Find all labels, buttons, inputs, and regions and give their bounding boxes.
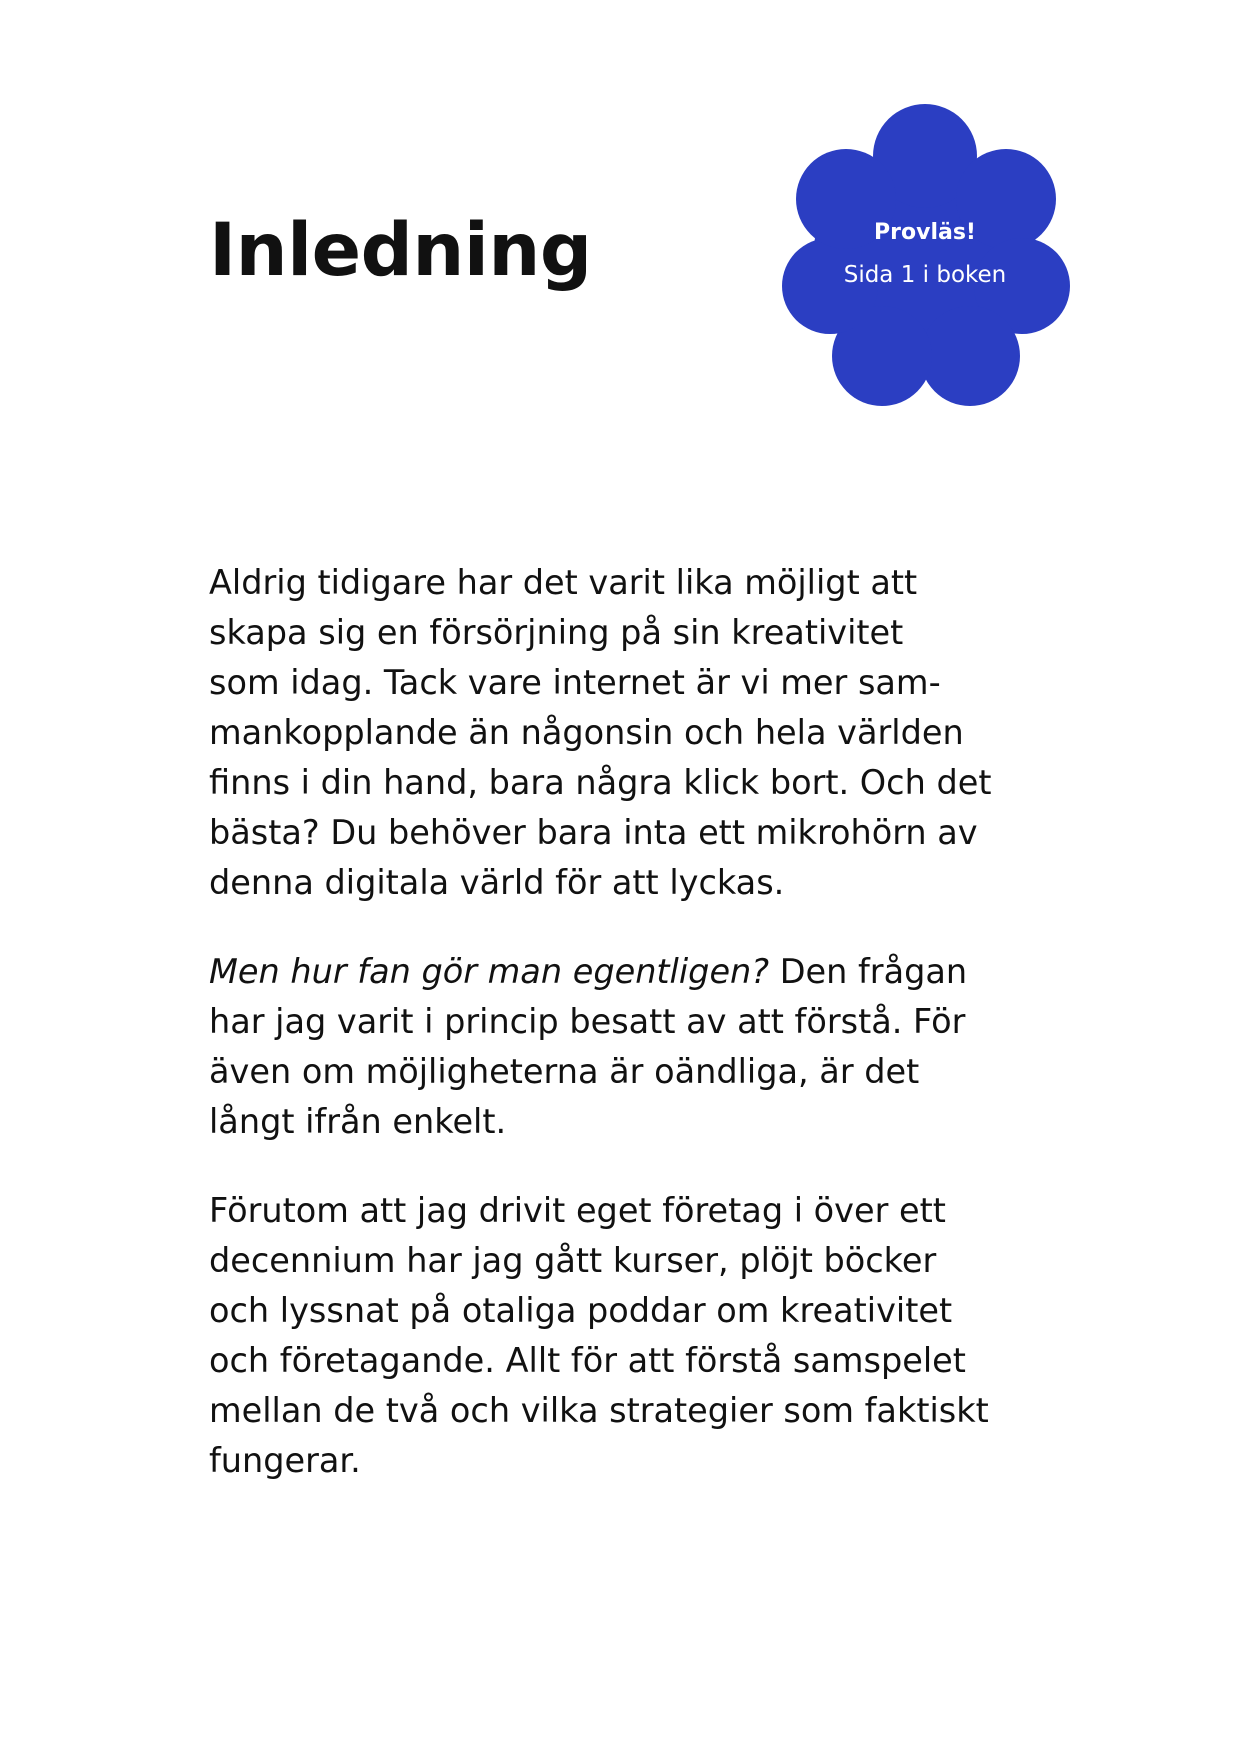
paragraph-2-rest: Den frågan har jag varit i princip besatt av att förstå. För även om möjligheterna är oändliga, är det långt ifrån enkelt.: [209, 952, 968, 1141]
body-text: [209, 558, 1049, 1525]
paragraph-2-italic: Men hur fan gör man egentligen?: [209, 952, 770, 991]
paragraph-1: Aldrig tidigare har det varit lika möjligt att skapa sig en försörjning på sin kreativitet som idag. Tack vare internet är vi mer sam- mankopplande än någonsin och hela världen finns i din hand, bara några klick bort. Och det bästa? Du behöver bara inta ett mikrohörn av denna digitala värld för att lyckas.: [209, 563, 992, 902]
badge-title: Provläs!: [874, 220, 976, 245]
page-title: Inledning: [209, 208, 592, 293]
preview-badge: [770, 104, 1080, 414]
paragraph-3: Förutom att jag drivit eget företag i över ett decennium har jag gått kurser, plöjt böcker och lyssnat på otaliga poddar om kreativitet och företagande. Allt för att förstå samspelet mellan de två och vilka strategier som faktiskt fungerar.: [209, 1191, 989, 1480]
paragraph-2: [209, 947, 1049, 1147]
scalloped-badge-shape: [770, 104, 1080, 414]
badge-subtitle: Sida 1 i boken: [843, 262, 1007, 288]
